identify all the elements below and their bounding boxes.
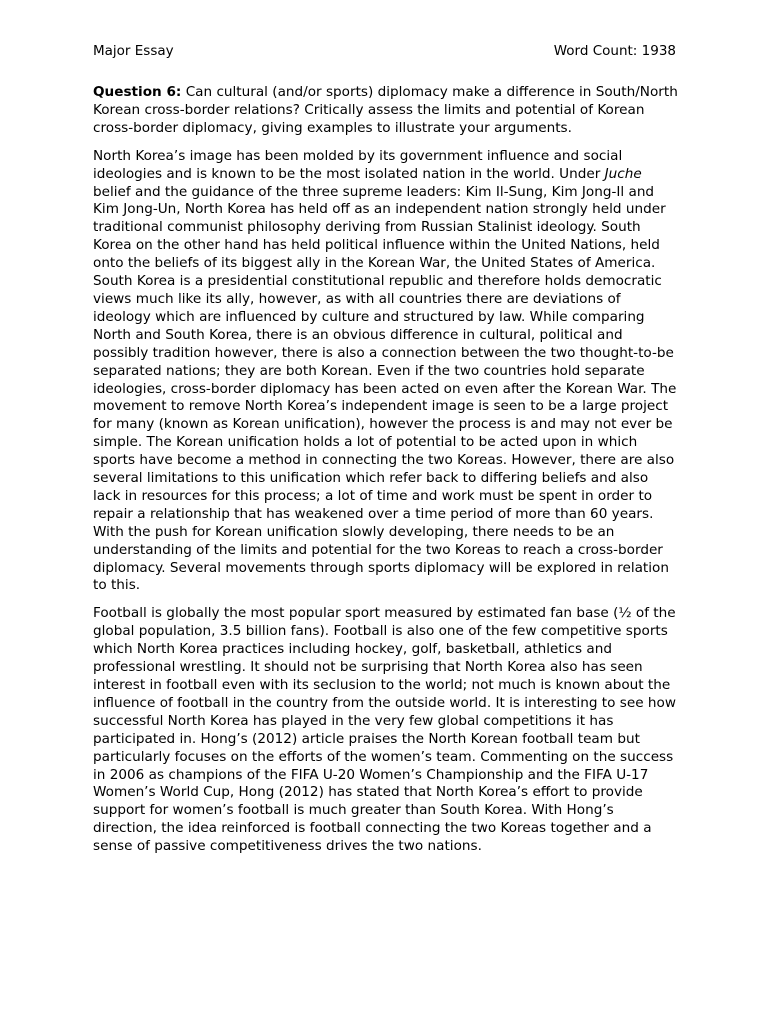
question-paragraph <box>93 84 679 138</box>
paragraph-1 <box>93 148 679 596</box>
question-label: Question 6: <box>93 84 182 100</box>
paragraph-1-part-2: belief and the guidance of the three supreme leaders: Kim Il-Sung, Kim Jong-Il and Kim Jong-Un, North Korea has held off as an independent nation strongly held under traditional communist philosophy deriving from Russian Stalinist ideology. South Korea on the other hand has held political influence within the United Nations, held onto the beliefs of its biggest ally in the Korean War, the United States of America. South Korea is a presidential constitutional republic and therefore holds democratic views much like its ally, however, as with all countries there are deviations of ideology which are influenced by culture and structured by law. While comparing North and South Korea, there is an obvious difference in cultural, political and possibly tradition however, there is also a connection between the two thought-to-be separated nations; they are both Korean. Even if the two countries hold separate ideologies, cross-border diplomacy has been acted on even after the Korean War. The movement to remove North Korea’s independent image is seen to be a large project for many (known as Korean unification), however the process is and may not ever be simple. The Korean unification holds a lot of potential to be acted upon in which sports have become a method in connecting the two Koreas. However, there are also several limitations to this unification which refer back to differing beliefs and also lack in resources for this process; a lot of time and work must be spent in order to repair a relationship that has weakened over a time period of more than 60 years. With the push for Korean unification slowly developing, there needs to be an understanding of the limits and potential for the two Koreas to reach a cross-border diplomacy. Several movements through sports diplomacy will be explored in relation to this. <box>93 183 677 594</box>
page-header <box>93 42 676 62</box>
paragraph-1-italic-term: Juche <box>604 165 642 182</box>
paragraph-2: Football is globally the most popular sport measured by estimated fan base (½ of the global population, 3.5 billion fans). Football is also one of the few competitive sports which North Korea practices including hockey, golf, basketball, athletics and professional wrestling. It should not be surprising that North Korea also has seen interest in football even with its seclusion to the world; not much is known about the influence of football in the country from the outside world. It is interesting to see how successful North Korea has played in the very few global competitions it has participated in. Hong’s (2012) article praises the North Korean football team but particularly focuses on the efforts of the women’s team. Commenting on the success in 2006 as champions of the FIFA U-20 Women’s Championship and the FIFA U-17 Women’s World Cup, Hong (2012) has stated that North Korea’s effort to provide support for women’s football is much greater than South Korea. With Hong’s direction, the idea reinforced is football connecting the two Koreas together and a sense of passive competitiveness drives the two nations. <box>93 605 676 855</box>
header-title: Major Essay <box>93 43 174 59</box>
essay-body <box>93 84 679 866</box>
question-text: Can cultural (and/or sports) diplomacy make a difference in South/North Korean cross-border relations? Critically assess the limits and potential of Korean cross-border diplomacy, giving examples to illustrate your arguments. <box>93 84 678 136</box>
word-count: Word Count: 1938 <box>553 43 676 59</box>
paragraph-1-part-1: North Korea’s image has been molded by its government influence and social ideologies and is known to be the most isolated nation in the world. Under <box>93 147 623 182</box>
